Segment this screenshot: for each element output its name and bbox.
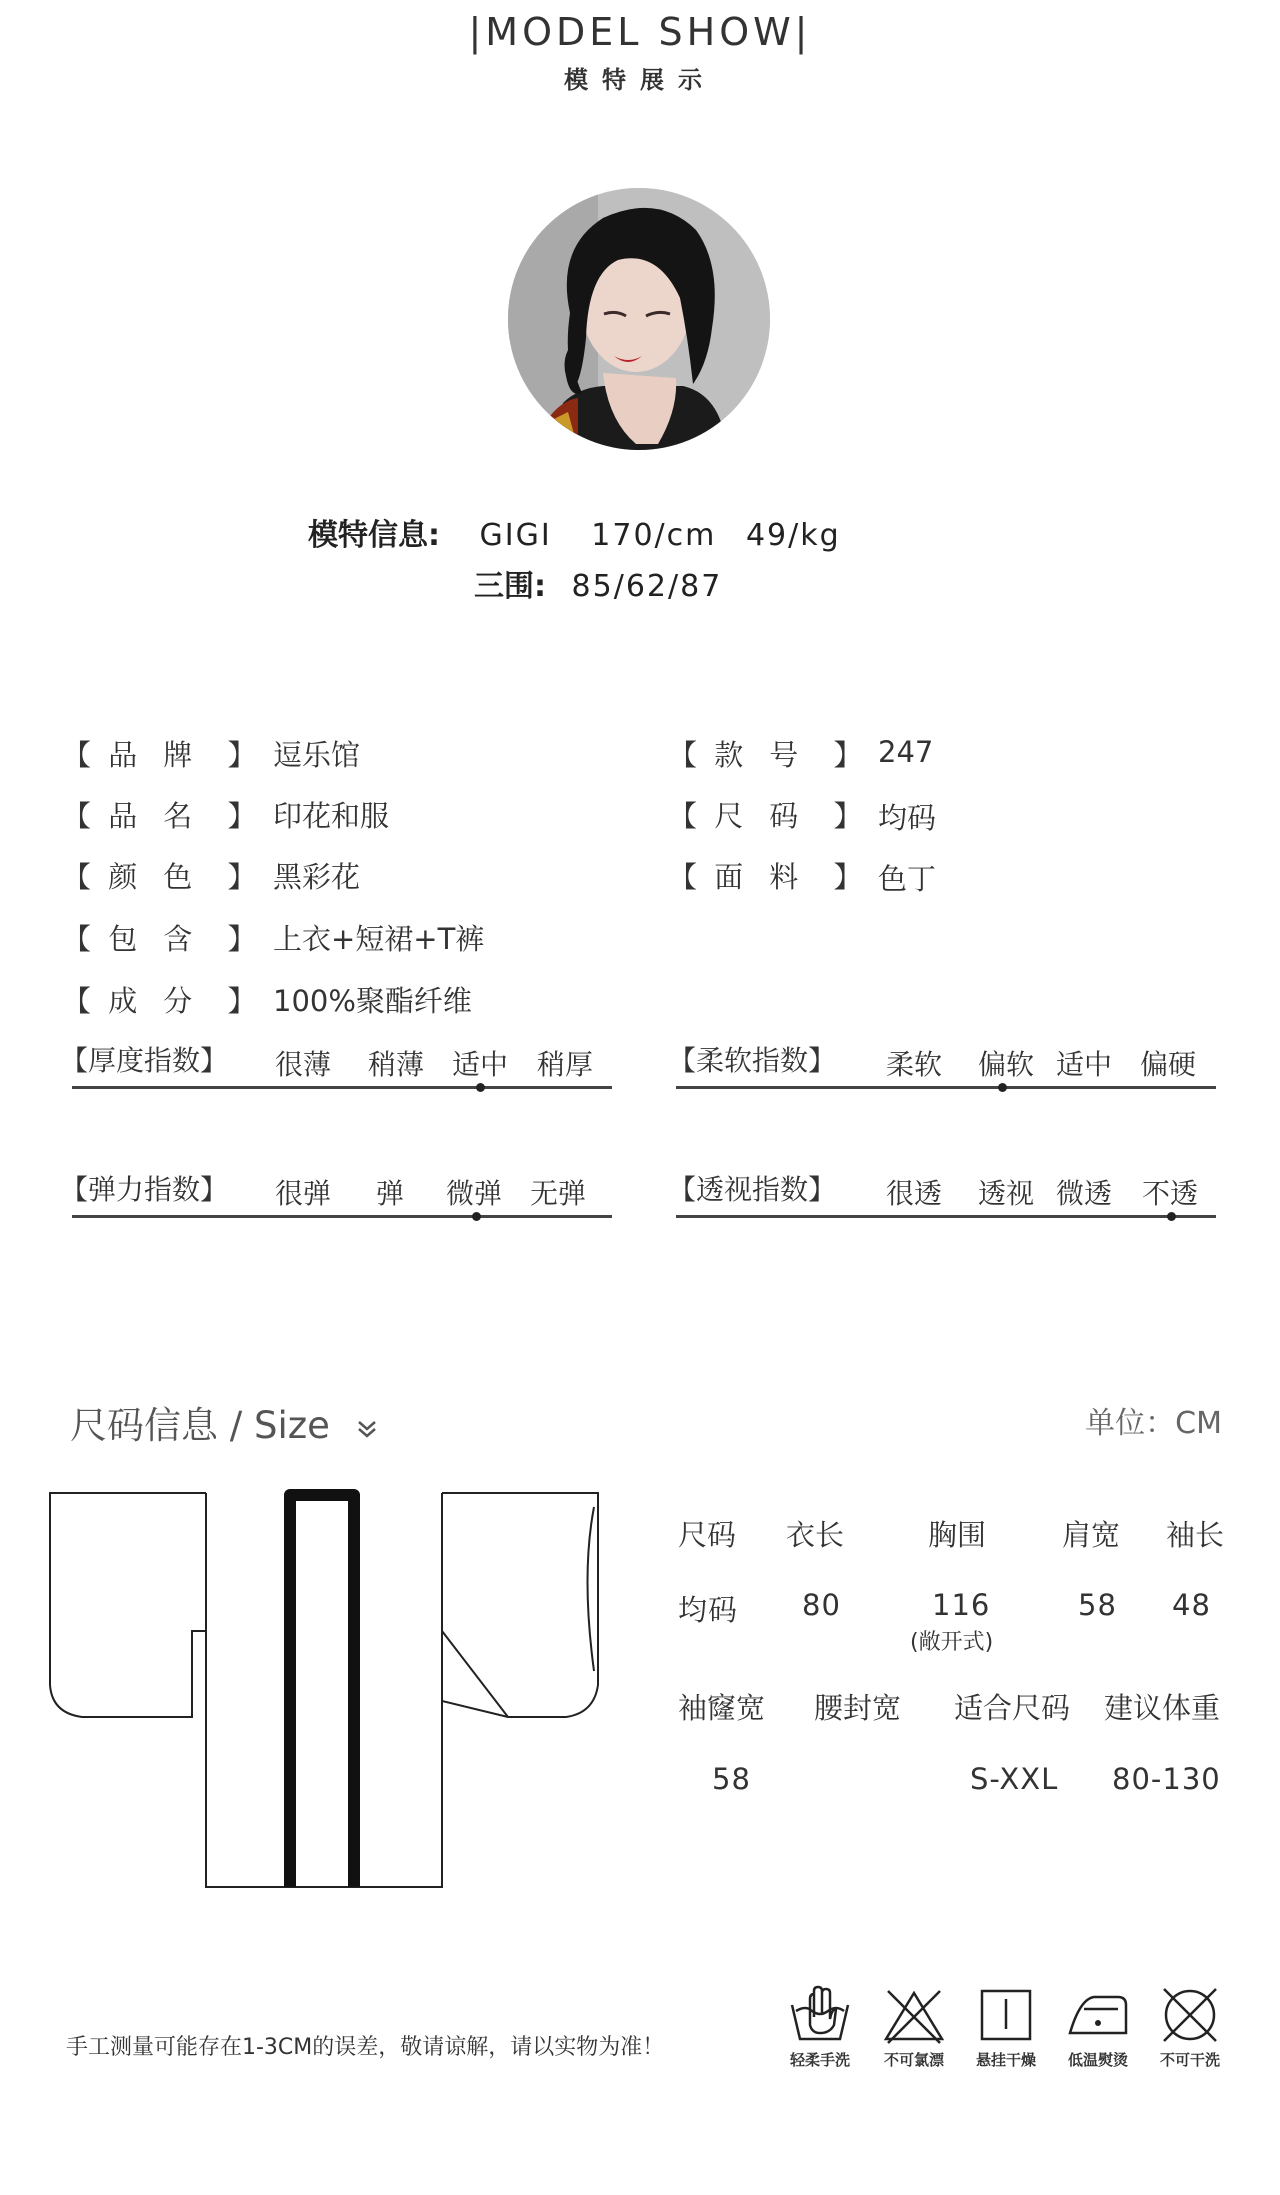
size-header-shoulder: 肩宽 — [1062, 1518, 1121, 1552]
bracket-open: 【 — [62, 799, 92, 833]
bracket-open: 【 — [62, 984, 92, 1018]
care-label: 低温熨烫 — [1067, 2051, 1128, 2069]
size-value-length: 80 — [802, 1588, 841, 1622]
thickness-opt-1: 很薄 — [275, 1048, 332, 1081]
transparency-opt-2: 透视 — [978, 1177, 1035, 1210]
thickness-scale-line — [72, 1086, 612, 1089]
size-header-sleeve: 袖长 — [1166, 1518, 1225, 1552]
attr-color-value: 黑彩花 — [273, 860, 361, 894]
elasticity-indicator — [472, 1212, 481, 1221]
unit-label: 单位：CM — [1085, 1406, 1222, 1441]
attr-style-no-label: 款号 — [714, 738, 825, 772]
softness-opt-2: 偏软 — [978, 1048, 1035, 1081]
attr-style-no — [668, 733, 862, 774]
size-value-chest: 116 — [932, 1588, 991, 1622]
model-info-label: 模特信息: — [308, 518, 440, 553]
attr-fabric-value: 色丁 — [878, 862, 937, 896]
elasticity-opt-2: 弹 — [376, 1177, 405, 1210]
size-value-weight: 80-130 — [1112, 1762, 1221, 1796]
thickness-opt-2: 稍薄 — [368, 1048, 425, 1081]
softness-index-label: 【柔软指数】 — [668, 1044, 837, 1077]
attr-name-value: 印花和服 — [273, 799, 390, 833]
size-header-waistband: 腰封宽 — [814, 1691, 902, 1725]
model-portrait-image — [508, 188, 770, 450]
bracket-close: 】 — [227, 984, 257, 1018]
attr-name-label: 品名 — [108, 799, 219, 833]
transparency-scale-line — [676, 1215, 1216, 1218]
page-subtitle: 模特展示 — [564, 66, 716, 94]
attr-includes — [62, 917, 256, 958]
model-weight: 49/kg — [745, 518, 841, 553]
softness-opt-1: 柔软 — [886, 1048, 943, 1081]
attr-color — [62, 855, 256, 896]
model-height: 170/cm — [591, 518, 717, 553]
size-header-fit-size: 适合尺码 — [954, 1691, 1071, 1725]
attr-color-label: 颜色 — [108, 860, 219, 894]
elasticity-opt-4: 无弹 — [530, 1177, 587, 1210]
care-hang-dry — [966, 1985, 1046, 2070]
elasticity-scale-line — [72, 1215, 612, 1218]
elasticity-opt-3: 微弹 — [446, 1177, 503, 1210]
softness-opt-3: 适中 — [1056, 1048, 1113, 1081]
softness-opt-4: 偏硬 — [1140, 1048, 1197, 1081]
care-label: 不可干洗 — [1159, 2051, 1220, 2069]
attr-brand — [62, 733, 256, 774]
care-no-bleach — [874, 1985, 954, 2070]
page-title: |MODEL SHOW| — [468, 10, 812, 54]
attr-composition-value: 100%聚酯纤维 — [273, 984, 472, 1018]
thickness-indicator — [476, 1083, 485, 1092]
model-info-line — [308, 510, 841, 554]
size-info-title — [70, 1395, 378, 1449]
attr-composition — [62, 979, 256, 1020]
care-low-iron — [1058, 1985, 1138, 2070]
elasticity-opt-1: 很弹 — [275, 1177, 332, 1210]
bracket-open: 【 — [62, 922, 92, 956]
hang-dry-icon — [974, 1985, 1038, 2045]
bracket-close: 】 — [227, 922, 257, 956]
model-name: GIGI — [479, 518, 552, 553]
attr-includes-value: 上衣+短裙+T裤 — [273, 922, 485, 956]
size-info-title-text: 尺码信息 / Size — [70, 1404, 330, 1447]
attr-brand-label: 品牌 — [108, 738, 219, 772]
bracket-open: 【 — [668, 738, 698, 772]
size-header-length: 衣长 — [786, 1518, 845, 1552]
model-measure-line — [474, 561, 722, 605]
measure-label: 三围: — [474, 569, 546, 604]
attr-size-value: 均码 — [878, 801, 937, 835]
double-chevron-down-icon — [356, 1406, 378, 1449]
care-label: 轻柔手洗 — [789, 2051, 850, 2069]
low-iron-icon — [1066, 1985, 1130, 2045]
attr-fabric-label: 面料 — [714, 860, 825, 894]
bracket-close: 】 — [227, 738, 257, 772]
care-label: 悬挂干燥 — [975, 2051, 1036, 2069]
size-value-armhole: 58 — [712, 1762, 751, 1796]
size-value-sleeve: 48 — [1172, 1588, 1211, 1622]
size-value-size: 均码 — [678, 1593, 739, 1627]
attr-includes-label: 包含 — [108, 922, 219, 956]
transparency-opt-1: 很透 — [886, 1177, 943, 1210]
no-bleach-icon — [882, 1985, 946, 2045]
transparency-index-label: 【透视指数】 — [668, 1173, 837, 1206]
bracket-close: 】 — [227, 860, 257, 894]
bracket-open: 【 — [62, 860, 92, 894]
attr-name — [62, 794, 256, 835]
model-avatar — [508, 188, 770, 450]
elasticity-index-label: 【弹力指数】 — [60, 1173, 229, 1206]
softness-scale-line — [676, 1086, 1216, 1089]
measurement-disclaimer: 手工测量可能存在1-3CM的误差，敬请谅解，请以实物为准！ — [66, 2035, 665, 2060]
size-header-chest: 胸围 — [928, 1518, 987, 1552]
bracket-open: 【 — [668, 860, 698, 894]
size-header-armhole: 袖窿宽 — [678, 1691, 766, 1725]
thickness-index-label: 【厚度指数】 — [60, 1044, 229, 1077]
hand-wash-icon — [788, 1985, 852, 2045]
bracket-close: 】 — [833, 738, 863, 772]
softness-indicator — [998, 1083, 1007, 1092]
bracket-close: 】 — [833, 860, 863, 894]
attr-composition-label: 成分 — [108, 984, 219, 1018]
model-measurements: 85/62/87 — [571, 569, 723, 604]
bracket-open: 【 — [62, 738, 92, 772]
bracket-close: 】 — [227, 799, 257, 833]
thickness-opt-3: 适中 — [452, 1048, 509, 1081]
attr-style-no-value: 247 — [878, 735, 934, 769]
attr-brand-value: 逗乐馆 — [273, 738, 361, 772]
bracket-close: 】 — [833, 799, 863, 833]
size-value-shoulder: 58 — [1078, 1588, 1117, 1622]
no-dry-clean-icon — [1158, 1985, 1222, 2045]
size-header-weight: 建议体重 — [1104, 1691, 1221, 1725]
chest-note: (敞开式) — [910, 1630, 994, 1655]
attr-fabric — [668, 855, 862, 896]
garment-diagram — [46, 1485, 606, 1895]
care-no-dry-clean — [1150, 1985, 1230, 2070]
transparency-opt-3: 微透 — [1056, 1177, 1113, 1210]
size-header-size: 尺码 — [678, 1518, 737, 1552]
attr-size-label: 尺码 — [714, 799, 825, 833]
attr-size — [668, 794, 862, 835]
transparency-indicator — [1167, 1212, 1176, 1221]
bracket-open: 【 — [668, 799, 698, 833]
care-label: 不可氯漂 — [883, 2051, 944, 2069]
size-value-fit-size: S-XXL — [970, 1762, 1059, 1796]
care-hand-wash — [780, 1985, 860, 2070]
thickness-opt-4: 稍厚 — [537, 1048, 594, 1081]
transparency-opt-4: 不透 — [1142, 1177, 1199, 1210]
